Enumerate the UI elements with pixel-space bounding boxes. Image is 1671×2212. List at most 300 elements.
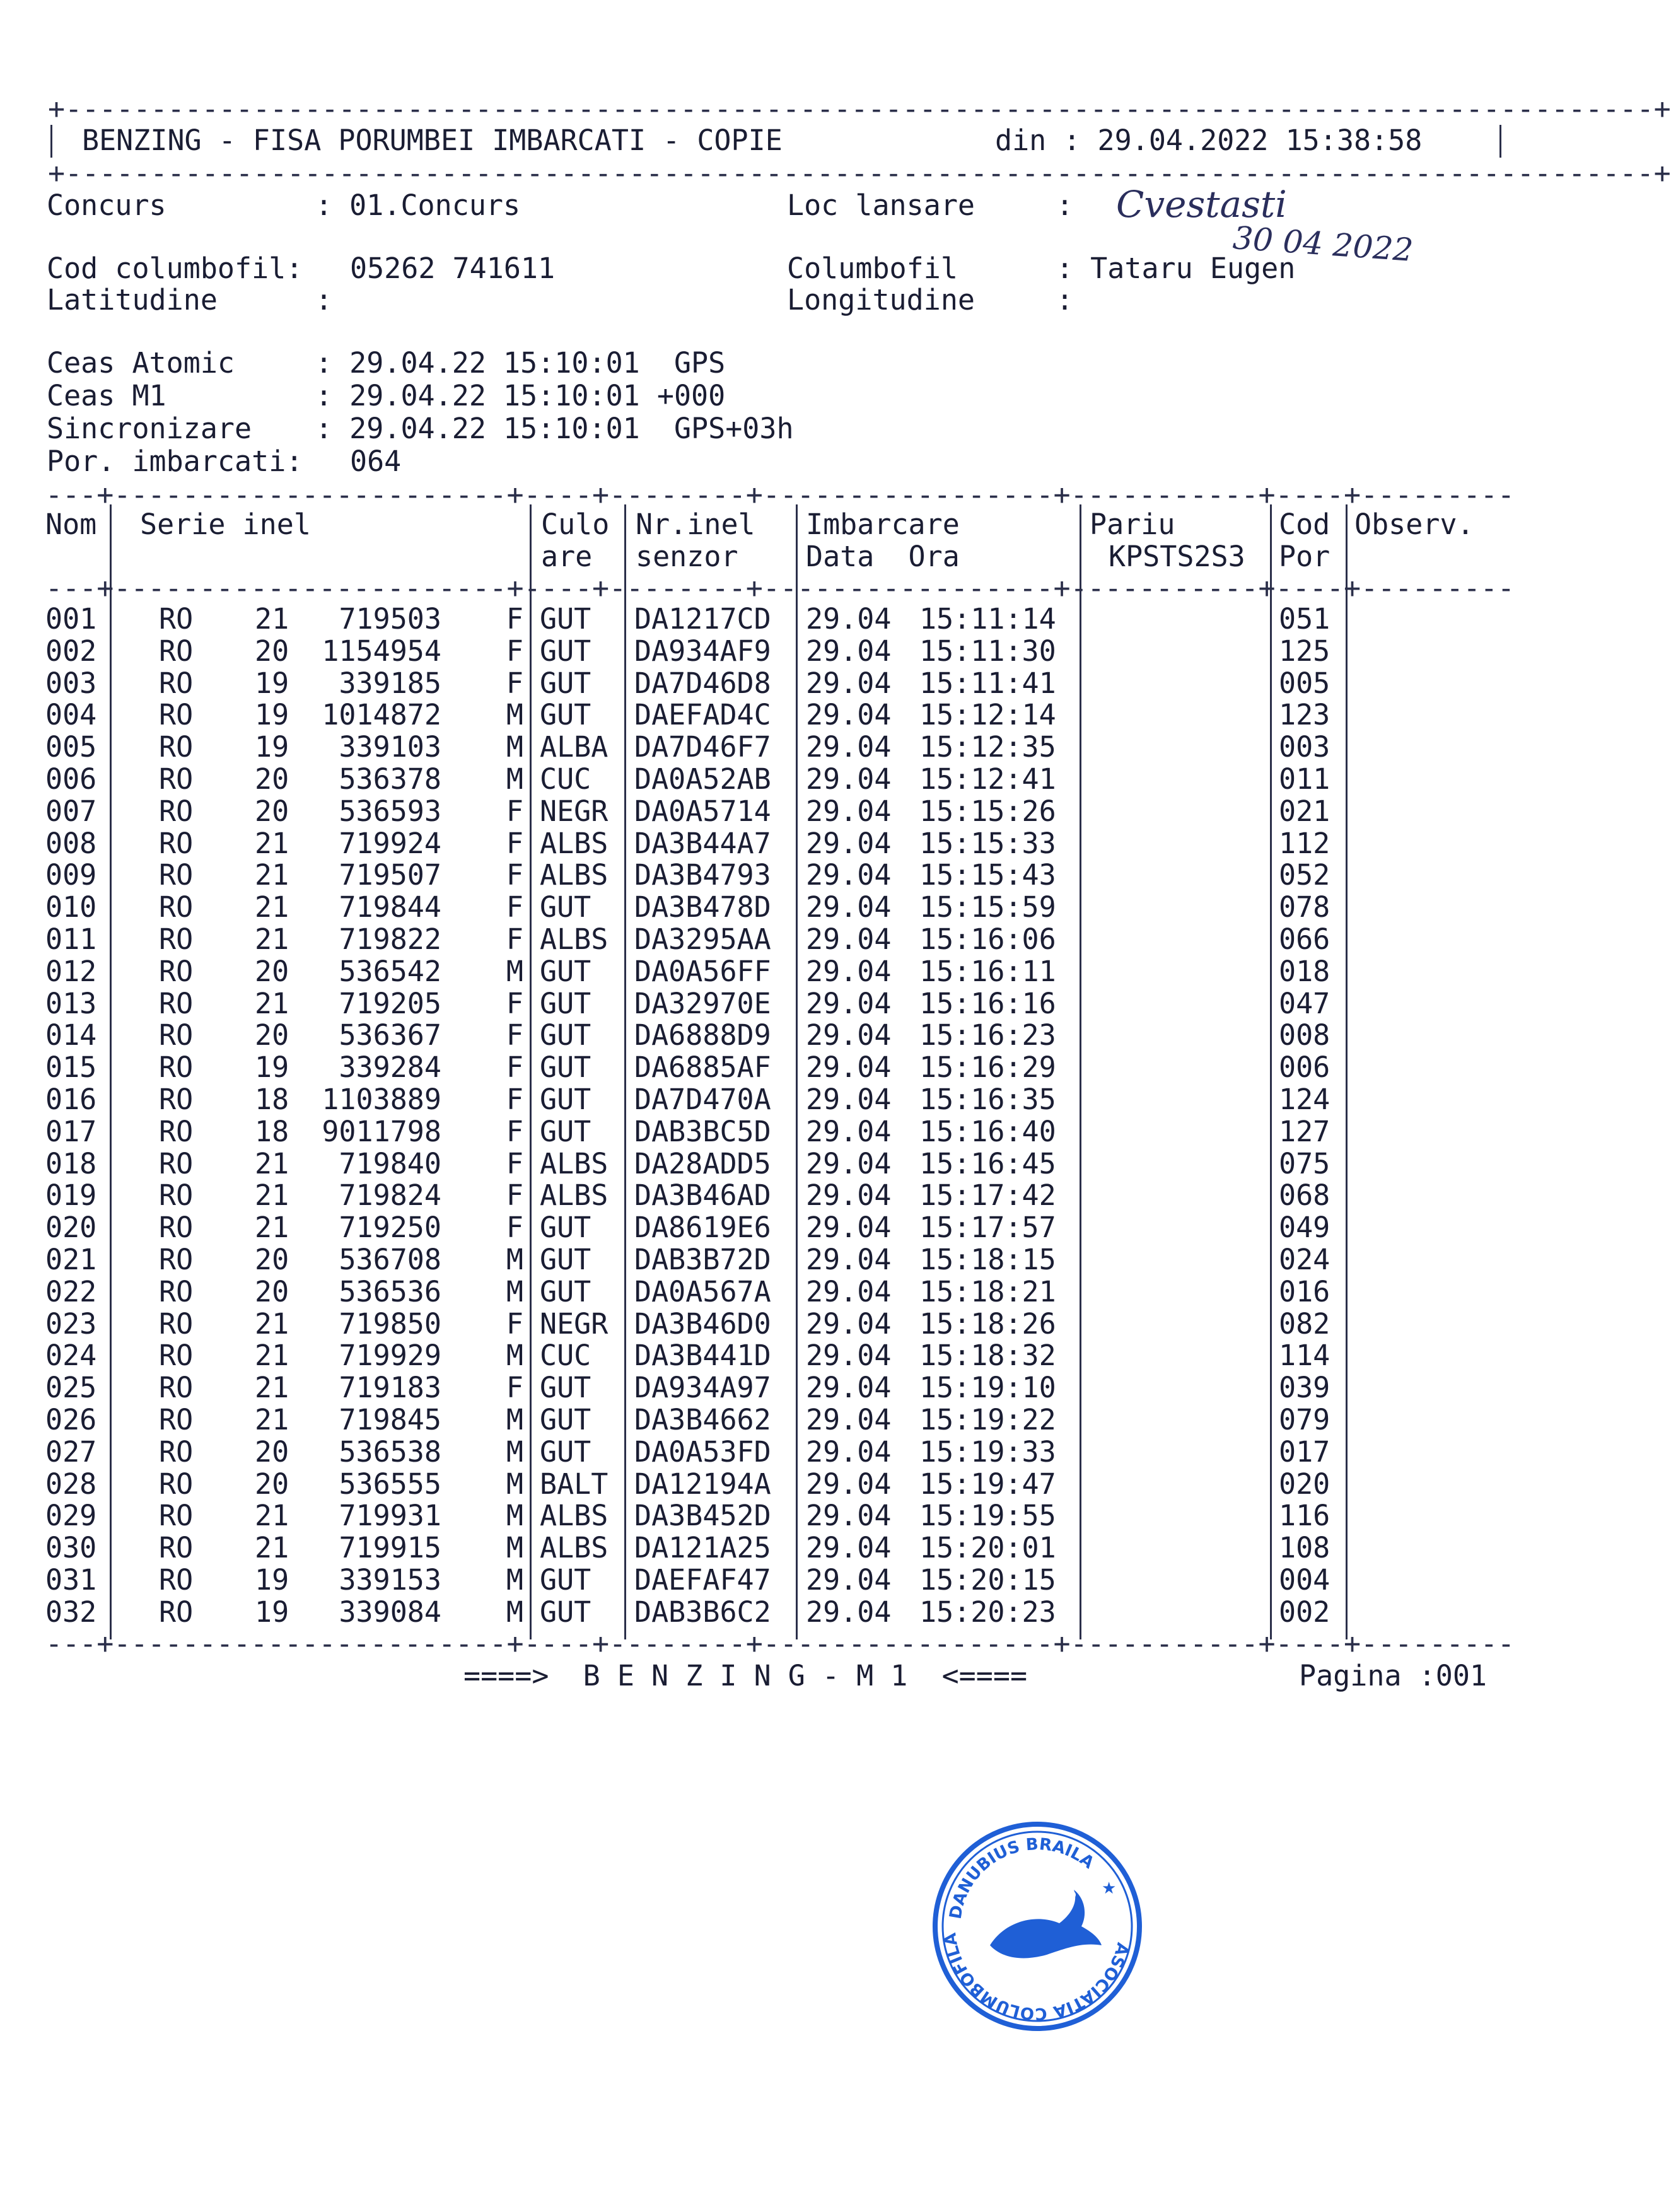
cell-cod: 075 [1279,1146,1330,1180]
cell-culoare: ALBS [540,1531,608,1565]
cell-senzor: DAB3B72D [634,1243,771,1276]
cell-sex: M [506,1531,523,1565]
cell-nr-inel: 536555 [339,1467,441,1501]
cell-nom: 024 [45,1339,97,1373]
header-senzor-2: senzor [636,540,738,573]
cell-nom: 027 [45,1435,97,1469]
cell-nr-inel: 719250 [339,1211,441,1245]
cell-data: 29.04 [806,858,892,892]
cell-cod: 039 [1279,1371,1330,1405]
cell-senzor: DAEFAD4C [634,698,771,732]
title-border-right [1499,125,1501,158]
cell-data: 29.04 [806,1371,892,1405]
pigeon-icon [990,1890,1102,1958]
cell-nr-inel: 1014872 [322,698,441,732]
doc-date: din : 29.04.2022 15:38:58 [995,124,1423,157]
header-imbarcare-2: Data Ora [806,540,960,573]
cell-an: 21 [255,1371,289,1405]
columbofil-value: : Tataru Eugen [1056,252,1296,285]
cell-senzor: DAEFAF47 [634,1563,771,1597]
latitudine-value: : [315,283,333,317]
cell-sex: M [506,1403,523,1436]
cell-ora: 15:18:26 [919,1307,1056,1341]
cell-senzor: DA3B4662 [634,1403,771,1436]
cell-nom: 011 [45,923,97,956]
cell-culoare: GUT [540,1403,591,1436]
col-sep-imbarcare [1080,504,1081,1639]
cell-culoare: CUC [540,762,591,796]
cell-ora: 15:15:33 [919,826,1056,860]
cell-sex: F [506,1114,523,1148]
cell-an: 21 [255,602,289,636]
cell-ora: 15:19:10 [919,1371,1056,1405]
cell-an: 21 [255,1211,289,1245]
cell-data: 29.04 [806,1083,892,1116]
header-pariu-1: Pariu [1090,508,1175,541]
por-imbarcati-value: 064 [350,445,402,478]
ceas-m1-label: Ceas M1 [47,379,166,412]
cell-tara: RO [159,1083,194,1116]
cell-nr-inel: 719205 [339,986,441,1020]
cell-sex: F [506,890,523,924]
cell-nom: 018 [45,1146,97,1180]
cell-sex: M [506,1274,523,1308]
cell-nom: 012 [45,954,97,988]
cell-data: 29.04 [806,1563,892,1597]
cell-senzor: DA0A53FD [634,1435,771,1469]
cell-tara: RO [159,698,194,732]
cell-nr-inel: 536538 [339,1435,441,1469]
cell-sex: M [506,1435,523,1469]
cell-an: 21 [255,1499,289,1533]
cell-an: 18 [255,1114,289,1148]
cell-culoare: GUT [540,1274,591,1308]
cod-columbofil-label: Cod columbofil: [47,252,303,285]
header-nom: Nom [45,508,97,541]
header-culoare-2: are [541,540,593,573]
cell-culoare: GUT [540,1211,591,1245]
latitudine-label: Latitudine [47,283,218,317]
cell-data: 29.04 [806,730,892,764]
cell-an: 19 [255,1051,289,1085]
cell-culoare: ALBA [540,730,608,764]
cell-sex: M [506,1467,523,1501]
cell-cod: 006 [1279,1051,1330,1085]
cell-culoare: ALBS [540,1179,608,1213]
cell-tara: RO [159,1563,194,1597]
cell-tara: RO [159,890,194,924]
cell-nr-inel: 339284 [339,1051,441,1085]
cell-ora: 15:19:47 [919,1467,1056,1501]
cell-nr-inel: 719824 [339,1179,441,1213]
cell-cod: 004 [1279,1563,1330,1597]
cell-nom: 025 [45,1371,97,1405]
cell-tara: RO [159,858,194,892]
cell-data: 29.04 [806,1467,892,1501]
cell-sex: M [506,698,523,732]
cell-data: 29.04 [806,1114,892,1148]
cell-data: 29.04 [806,634,892,668]
cell-cod: 078 [1279,890,1330,924]
cell-ora: 15:17:57 [919,1211,1056,1245]
cell-nom: 030 [45,1531,97,1565]
cell-sex: F [506,1051,523,1085]
cell-nr-inel: 719929 [339,1339,441,1373]
cell-culoare: GUT [540,698,591,732]
cell-culoare: GUT [540,666,591,700]
cell-ora: 15:12:41 [919,762,1056,796]
cell-ora: 15:18:15 [919,1243,1056,1276]
cell-an: 21 [255,858,289,892]
cell-nom: 017 [45,1114,97,1148]
cell-senzor: DA934AF9 [634,634,771,668]
title-border-bottom: +---------------------------------------------------------------------------------------------+ [48,156,1671,190]
cell-nr-inel: 719915 [339,1531,441,1565]
cell-senzor: DA0A5714 [634,794,771,828]
cell-culoare: GUT [540,1018,591,1052]
cell-senzor: DA3B452D [634,1499,771,1533]
cell-tara: RO [159,1018,194,1052]
cell-tara: RO [159,986,194,1020]
cell-cod: 049 [1279,1211,1330,1245]
cell-sex: F [506,923,523,956]
cell-senzor: DA7D470A [634,1083,771,1116]
cell-nom: 029 [45,1499,97,1533]
cell-tara: RO [159,923,194,956]
star-icon: ★ [1102,1879,1117,1898]
cell-data: 29.04 [806,954,892,988]
cell-cod: 112 [1279,826,1330,860]
cell-senzor: DAB3BC5D [634,1114,771,1148]
header-senzor-1: Nr.inel [636,508,755,541]
cell-data: 29.04 [806,1499,892,1533]
cell-sex: F [506,1371,523,1405]
table-header-separator: ---+-----------------------+----+--------+-----------------+-----------+----+--------- [45,571,1515,605]
cell-sex: F [506,634,523,668]
cell-tara: RO [159,1595,194,1629]
col-sep-serie [530,504,532,1639]
cell-nr-inel: 339103 [339,730,441,764]
cell-ora: 15:16:06 [919,923,1056,956]
cell-senzor: DA12194A [634,1467,771,1501]
cell-nr-inel: 719931 [339,1499,441,1533]
cell-an: 19 [255,698,289,732]
cell-sex: F [506,1083,523,1116]
cell-nr-inel: 719503 [339,602,441,636]
cell-tara: RO [159,1531,194,1565]
cell-sex: F [506,666,523,700]
concurs-label: Concurs [47,189,166,222]
cell-sex: M [506,762,523,796]
cell-data: 29.04 [806,1243,892,1276]
loc-lansare-colon: : [1056,189,1074,222]
cell-nr-inel: 719840 [339,1146,441,1180]
header-serie: Serie inel [140,508,311,541]
cell-sex: F [506,1307,523,1341]
cell-nr-inel: 719924 [339,826,441,860]
cell-culoare: GUT [540,1595,591,1629]
cell-ora: 15:20:15 [919,1563,1056,1597]
cell-tara: RO [159,1243,194,1276]
sincronizare-label: Sincronizare [47,412,252,445]
cell-nom: 013 [45,986,97,1020]
cell-culoare: GUT [540,1435,591,1469]
cell-sex: M [506,954,523,988]
cell-senzor: DA3B46D0 [634,1307,771,1341]
footer-benzing: ====> B E N Z I N G - M 1 <==== [463,1659,1028,1692]
longitudine-value: : [1056,283,1074,317]
page-number: Pagina :001 [1299,1659,1488,1692]
cell-senzor: DA28ADD5 [634,1146,771,1180]
cell-nr-inel: 9011798 [322,1114,441,1148]
cell-culoare: NEGR [540,1307,608,1341]
cell-cod: 047 [1279,986,1330,1020]
cell-nr-inel: 1103889 [322,1083,441,1116]
cell-sex: M [506,1595,523,1629]
cell-an: 18 [255,1083,289,1116]
cell-tara: RO [159,954,194,988]
concurs-value: : 01.Concurs [315,189,521,222]
cell-culoare: ALBS [540,826,608,860]
cell-cod: 125 [1279,634,1330,668]
cell-tara: RO [159,1307,194,1341]
cell-culoare: CUC [540,1339,591,1373]
cell-cod: 068 [1279,1179,1330,1213]
association-stamp [930,1819,1144,2034]
cell-sex: M [506,1499,523,1533]
cell-tara: RO [159,1114,194,1148]
cell-senzor: DA1217CD [634,602,771,636]
ceas-atomic-label: Ceas Atomic [47,346,235,380]
cell-cod: 024 [1279,1243,1330,1276]
cell-culoare: ALBS [540,1499,608,1533]
cell-senzor: DA3295AA [634,923,771,956]
cell-an: 20 [255,1243,289,1276]
cell-senzor: DA6888D9 [634,1018,771,1052]
cell-an: 20 [255,1467,289,1501]
cell-data: 29.04 [806,1339,892,1373]
cell-data: 29.04 [806,602,892,636]
cell-nom: 003 [45,666,97,700]
cell-culoare: GUT [540,602,591,636]
cell-ora: 15:19:22 [919,1403,1056,1436]
cell-ora: 15:17:42 [919,1179,1056,1213]
cell-an: 21 [255,1307,289,1341]
cell-nom: 014 [45,1018,97,1052]
cell-cod: 124 [1279,1083,1330,1116]
cell-culoare: GUT [540,1243,591,1276]
cell-an: 21 [255,1146,289,1180]
cell-nom: 010 [45,890,97,924]
cell-nom: 019 [45,1179,97,1213]
cell-an: 20 [255,1274,289,1308]
cell-senzor: DA7D46D8 [634,666,771,700]
cell-cod: 079 [1279,1403,1330,1436]
cell-nr-inel: 1154954 [322,634,441,668]
cell-tara: RO [159,602,194,636]
cell-ora: 15:18:21 [919,1274,1056,1308]
cell-tara: RO [159,794,194,828]
cell-senzor: DAB3B6C2 [634,1595,771,1629]
title-border-top: +---------------------------------------------------------------------------------------------+ [48,92,1671,125]
cell-an: 20 [255,1018,289,1052]
cell-tara: RO [159,666,194,700]
cell-sex: F [506,826,523,860]
cell-ora: 15:15:59 [919,890,1056,924]
cell-data: 29.04 [806,1403,892,1436]
cell-ora: 15:16:40 [919,1114,1056,1148]
cell-nom: 001 [45,602,97,636]
cell-nom: 015 [45,1051,97,1085]
cell-data: 29.04 [806,890,892,924]
cell-ora: 15:16:45 [919,1146,1056,1180]
cell-an: 20 [255,1435,289,1469]
cell-data: 29.04 [806,762,892,796]
ceas-atomic-value: : 29.04.22 15:10:01 GPS [315,346,726,380]
cell-data: 29.04 [806,1531,892,1565]
cell-data: 29.04 [806,1146,892,1180]
cell-nom: 004 [45,698,97,732]
header-culoare-1: Culo [541,508,610,541]
cell-senzor: DA32970E [634,986,771,1020]
stamp-bottom-text: ASOCIATIA COLUMBOFILA [941,1931,1132,2023]
cell-tara: RO [159,1051,194,1085]
cell-data: 29.04 [806,1179,892,1213]
table-border-bottom: ---+-----------------------+----+--------+-----------------+-----------+----+--------- [45,1627,1515,1660]
cell-an: 21 [255,1179,289,1213]
cell-nom: 002 [45,634,97,668]
cell-an: 20 [255,762,289,796]
cell-tara: RO [159,1499,194,1533]
cell-nr-inel: 536367 [339,1018,441,1052]
cell-sex: M [506,1339,523,1373]
cell-cod: 018 [1279,954,1330,988]
cell-culoare: GUT [540,954,591,988]
cell-nr-inel: 536593 [339,794,441,828]
cell-ora: 15:12:14 [919,698,1056,732]
cell-an: 20 [255,794,289,828]
cell-tara: RO [159,1146,194,1180]
cell-data: 29.04 [806,1274,892,1308]
cell-data: 29.04 [806,826,892,860]
cell-nr-inel: 719507 [339,858,441,892]
cell-an: 21 [255,890,289,924]
cell-nom: 007 [45,794,97,828]
cell-ora: 15:18:32 [919,1339,1056,1373]
cell-data: 29.04 [806,1435,892,1469]
cell-senzor: DA3B44A7 [634,826,771,860]
cell-data: 29.04 [806,1051,892,1085]
longitudine-label: Longitudine [787,283,975,317]
cell-cod: 017 [1279,1435,1330,1469]
cell-nr-inel: 536708 [339,1243,441,1276]
cell-tara: RO [159,826,194,860]
cell-sex: M [506,730,523,764]
cell-culoare: GUT [540,1083,591,1116]
cell-culoare: GUT [540,890,591,924]
cell-tara: RO [159,1339,194,1373]
cell-data: 29.04 [806,794,892,828]
cell-cod: 108 [1279,1531,1330,1565]
cell-an: 21 [255,1339,289,1373]
cell-ora: 15:20:23 [919,1595,1056,1629]
cell-cod: 008 [1279,1018,1330,1052]
cell-senzor: DA0A52AB [634,762,771,796]
cell-nom: 009 [45,858,97,892]
header-cod-2: Por [1279,540,1330,573]
cell-data: 29.04 [806,1018,892,1052]
cell-nom: 021 [45,1243,97,1276]
col-sep-cod [1346,504,1348,1639]
header-observ: Observ. [1354,508,1474,541]
columbofil-label: Columbofil [787,252,958,285]
cell-senzor: DA3B4793 [634,858,771,892]
cell-sex: F [506,1179,523,1213]
cell-sex: F [506,602,523,636]
cell-cod: 011 [1279,762,1330,796]
ceas-m1-value: : 29.04.22 15:10:01 +000 [315,379,726,412]
cell-an: 21 [255,1403,289,1436]
cell-ora: 15:16:35 [919,1083,1056,1116]
cell-ora: 15:16:23 [919,1018,1056,1052]
cell-ora: 15:16:16 [919,986,1056,1020]
cell-ora: 15:15:43 [919,858,1056,892]
header-pariu-2: KPSTS2S3 [1109,540,1245,573]
cod-columbofil-value: 05262 741611 [350,252,556,285]
cell-sex: M [506,1243,523,1276]
cell-nom: 026 [45,1403,97,1436]
cell-nom: 022 [45,1274,97,1308]
cell-nr-inel: 536536 [339,1274,441,1308]
header-imbarcare-1: Imbarcare [806,508,960,541]
cell-nr-inel: 719822 [339,923,441,956]
cell-nr-inel: 719845 [339,1403,441,1436]
cell-nom: 020 [45,1211,97,1245]
cell-senzor: DA3B441D [634,1339,771,1373]
title-border-left [50,125,52,158]
cell-cod: 002 [1279,1595,1330,1629]
header-cod-1: Cod [1279,508,1330,541]
cell-cod: 116 [1279,1499,1330,1533]
cell-culoare: ALBS [540,858,608,892]
cell-tara: RO [159,1403,194,1436]
cell-nom: 008 [45,826,97,860]
cell-nom: 006 [45,762,97,796]
cell-sex: F [506,858,523,892]
stamp-graphic [930,1819,1144,2034]
cell-nr-inel: 339185 [339,666,441,700]
cell-tara: RO [159,634,194,668]
cell-an: 21 [255,826,289,860]
cell-ora: 15:16:11 [919,954,1056,988]
cell-nom: 023 [45,1307,97,1341]
cell-ora: 15:20:01 [919,1531,1056,1565]
cell-tara: RO [159,1274,194,1308]
cell-nom: 028 [45,1467,97,1501]
cell-nom: 032 [45,1595,97,1629]
col-sep-culoare [624,504,626,1639]
cell-data: 29.04 [806,666,892,700]
cell-cod: 021 [1279,794,1330,828]
cell-senzor: DA0A567A [634,1274,771,1308]
handwritten-date: 30 04 2022 [1231,219,1414,269]
stamp-top-text: DANUBIUS BRAILA [946,1835,1098,1921]
cell-cod: 016 [1279,1274,1330,1308]
doc-title: BENZING - FISA PORUMBEI IMBARCATI - COPIE [82,124,783,157]
cell-an: 21 [255,986,289,1020]
cell-cod: 066 [1279,923,1330,956]
cell-data: 29.04 [806,986,892,1020]
